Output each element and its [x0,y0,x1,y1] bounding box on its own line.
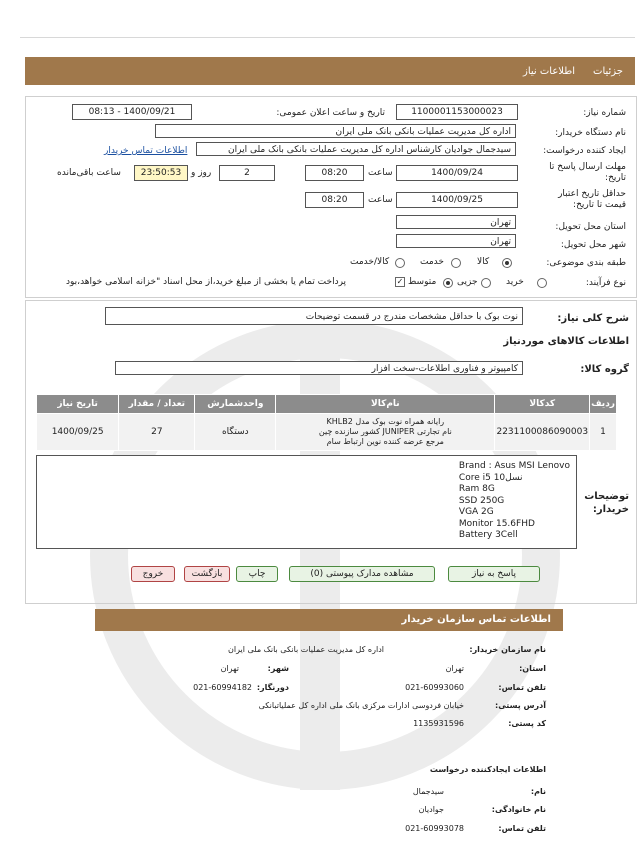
need-number-label: شماره نیاز: [583,108,626,118]
cell-unit: دستگاه [195,414,276,451]
col-date: تاریخ نیاز [37,395,119,414]
category-service-label: خدمت [420,257,444,267]
payment-checkbox[interactable]: ✓ [396,277,404,286]
creator-family: جوادیان [418,805,444,814]
contact-phone-label: تلفن تماس: [498,683,546,692]
col-code: کدکالا [495,395,590,414]
delivery-city-field[interactable]: تهران [396,234,516,248]
price-time-label: ساعت [368,195,393,205]
days-field[interactable]: 2 [219,165,275,181]
contact-city-label: شهر: [267,664,289,673]
contact-address: خیابان فردوسی ادارات مرکزی بانک ملی اداره کل عملیاتبانکی [258,701,464,710]
delivery-city-label: شهر محل تحویل: [560,240,626,250]
process-medium-label: متوسط [408,277,437,287]
process-radio-medium[interactable] [443,278,453,288]
reply-time-field[interactable]: 08:20 [305,165,364,181]
reply-time-label: ساعت [368,168,393,178]
cell-code: 2231100086090003 [495,414,590,451]
price-date-field[interactable]: 1400/09/25 [396,192,518,208]
notes-label: توضیحات خریدار: [584,491,629,515]
announce-label: تاریخ و ساعت اعلان عمومی: [276,108,385,118]
contact-province-label: استان: [519,664,546,673]
notes-line-vga: VGA 2G [458,507,494,517]
summary-label: شرح کلی نیاز: [557,313,629,324]
contact-province: تهران [445,664,464,673]
contact-header [95,609,563,631]
creator-field[interactable]: سیدجمال جوادیان کارشناس اداره کل مدیریت عملیات بانکی بانک ملی ایران [196,142,516,156]
back-button[interactable]: بازگشت [184,566,230,582]
cell-name [276,414,495,451]
days-label: روز و [191,168,212,178]
goods-group-label: گروه کالا: [580,364,629,375]
price-validity-label: حداقل تاریخ اعتبار قیمت تا تاریخ: [558,189,626,210]
goods-group-field[interactable]: کامپیوتر و فناوری اطلاعات-سخت افزار [115,361,523,375]
header-title: جزئیات [593,66,623,77]
delivery-province-label: استان محل تحویل: [555,222,626,232]
contact-postal-label: کد پستی: [508,719,546,728]
price-time-field[interactable]: 08:20 [305,192,364,208]
col-qty: تعداد / مقدار [119,395,195,414]
goods-table [36,394,617,451]
contact-title: اطلاعات تماس سازمان خریدار [401,614,551,625]
contact-buyer-name: اداره کل مدیریت عملیات بانکی بانک ملی ایران [228,645,384,654]
contact-buyer-name-label: نام سازمان خریدار: [469,645,546,654]
contact-postal: 1135931596 [413,719,464,728]
category-radio-both[interactable] [395,258,405,268]
reply-deadline-label: مهلت ارسال پاسخ تا تاریخ: [549,162,626,183]
category-radio-service[interactable] [451,258,461,268]
col-row: ردیف [590,395,617,414]
table-row[interactable] [37,414,617,451]
notes-line-battery: Battery 3Cell [458,530,518,540]
category-both-label: کالا/خدمت [350,257,390,267]
payment-note: پرداخت تمام یا بخشی از مبلغ خرید،از محل اسناد "خزانه اسلامی خواهد،بود [66,277,347,287]
top-divider [20,37,635,38]
tab-need-info[interactable]: اطلاعات نیاز [523,66,575,77]
contact-fax-label: دورنگار: [256,683,289,692]
buyer-org-field[interactable]: اداره کل مدیریت عملیات بانکی بانک ملی ایران [155,124,516,138]
remaining-label: ساعت باقی‌مانده [57,168,121,178]
cell-qty: 27 [119,414,195,451]
cell-row: 1 [590,414,617,451]
print-button[interactable]: چاپ [236,566,278,582]
col-unit: واحدشمارش [195,395,276,414]
process-radio-purchase[interactable] [537,278,547,288]
reply-date-field[interactable]: 1400/09/24 [396,165,518,181]
need-number-field[interactable]: 1100001153000023 [396,104,518,120]
category-radio-goods[interactable] [502,258,512,268]
category-label: طبقه بندی موضوعی: [546,258,626,268]
cell-name-line1: رایانه همراه نوت بوک مدل KHLB2 [326,417,445,426]
notes-line-monitor: Monitor 15.6FHD [458,518,535,529]
category-goods-label: کالا [477,257,490,267]
process-radio-minor[interactable] [481,278,491,288]
page-header [25,57,635,85]
creator-name-label: نام: [530,787,546,796]
cell-date: 1400/09/25 [37,414,119,451]
process-label: نوع فرآیند: [585,278,626,288]
creator-label: ایجاد کننده درخواست: [543,146,626,156]
exit-button[interactable]: خروج [131,566,175,582]
buyer-contact-link[interactable]: اطلاعات تماس خریدار [104,146,188,156]
process-minor-label: جزیی [457,277,478,287]
delivery-province-field[interactable]: تهران [396,215,516,229]
process-purchase-label: خرید [506,277,524,287]
attachments-button[interactable]: مشاهده مدارک پیوستی (0) [289,566,435,582]
creator-name: سیدجمال [412,787,444,796]
creator-family-label: نام خانوادگی: [491,805,546,814]
notes-box [36,455,577,549]
notes-line-brand: Brand : Asus MSI Lenovo [458,461,570,471]
announce-date-field[interactable]: 1400/09/21 - 08:13 [72,104,192,120]
summary-field[interactable]: نوت بوک با حداقل مشخصات مندرج در قسمت توضیحات [105,307,523,325]
contact-phone: 021-60993060 [405,683,464,692]
creator-phone: 021-60993078 [405,824,464,833]
reply-button[interactable]: پاسخ به نیاز [448,566,540,582]
notes-line-ram: Ram 8G [458,484,495,494]
notes-line-ssd: SSD 250G [458,495,505,506]
contact-city: تهران [220,664,239,673]
col-name: نام‌کالا [276,395,495,414]
contact-address-label: آدرس پستی: [495,701,546,710]
remaining-time-field: 23:50:53 [134,165,188,181]
cell-name-line2: نام تجارتی JUNIPER کشور سازنده چین [318,427,452,436]
buyer-org-label: نام دستگاه خریدار: [555,128,626,138]
cell-name-line3: مرجع عرضه کننده نوین ارتباط سام [326,437,444,446]
creator-phone-label: تلفن تماس: [498,824,546,833]
notes-line-cpu: Core i5 نسل10 [458,472,523,483]
goods-section-title: اطلاعات کالاهای موردنیاز [503,336,629,347]
creator-info-title: اطلاعات ایجادکننده درخواست [429,765,546,774]
contact-fax: 021-60994182 [193,683,252,692]
